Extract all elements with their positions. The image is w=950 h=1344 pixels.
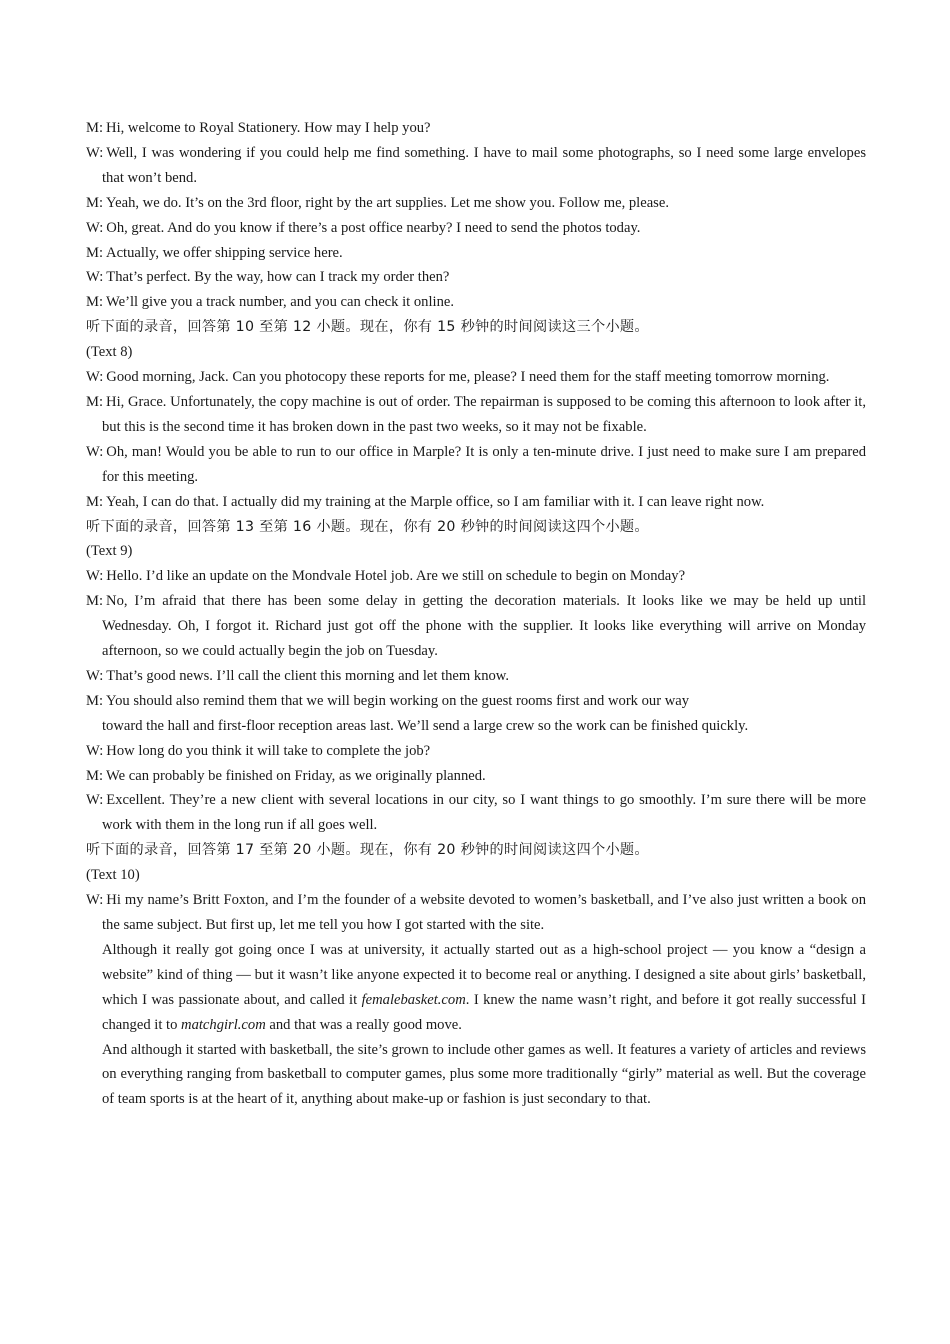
dialogue-line <box>86 664 866 689</box>
dialogue-line <box>86 390 866 440</box>
dialogue-text: Yeah, we do. It’s on the 3rd floor, right by the art supplies. Let me show you. Follow me, please. <box>106 194 669 211</box>
speaker-label: M: <box>86 244 104 261</box>
text-label: (Text 8) <box>86 344 133 361</box>
text-label: (Text 9) <box>86 543 133 560</box>
dialogue-text: How long do you think it will take to complete the job? <box>106 742 431 759</box>
dialogue-line <box>86 216 866 241</box>
dialogue-line <box>86 564 866 589</box>
dialogue-text: Excellent. They’re a new client with several locations in our city, so I want things to go smoothly. I’m sure there will be more work with them in the long run if all goes well. <box>102 792 866 834</box>
speaker-label: M: <box>86 692 104 709</box>
transcript-page <box>86 116 866 1112</box>
dialogue-continuation: toward the hall and first-floor reception areas last. We’ll send a large crew so the work can be finished quickly. <box>102 717 749 734</box>
dialogue-text: Actually, we offer shipping service here. <box>106 244 343 261</box>
dialogue-text: That’s good news. I’ll call the client this morning and let them know. <box>106 667 510 684</box>
listening-instruction: 听下面的录音，回答第 10 至第 12 小题。现在，你有 15 秒钟的时间阅读这三个小题。 <box>86 319 649 336</box>
dialogue-line <box>86 689 866 714</box>
dialogue-text: Yeah, I can do that. I actually did my training at the Marple office, so I am familiar with it. I can leave right now. <box>106 493 765 510</box>
speaker-label: M: <box>86 120 104 136</box>
dialogue-line <box>86 365 866 390</box>
dialogue-line <box>86 888 866 938</box>
dialogue-text: We can probably be finished on Friday, as we originally planned. <box>106 767 486 784</box>
speaker-label: W: <box>86 369 104 386</box>
listening-instruction: 听下面的录音，回答第 13 至第 16 小题。现在，你有 20 秒钟的时间阅读这四个小题。 <box>86 518 649 535</box>
dialogue-text: We’ll give you a track number, and you can check it online. <box>106 294 454 311</box>
dialogue-line <box>86 191 866 216</box>
website-name: matchgirl.com <box>181 1016 266 1033</box>
speaker-label: W: <box>86 144 104 161</box>
dialogue-line <box>86 490 866 515</box>
dialogue-line <box>86 290 866 315</box>
speaker-label: M: <box>86 194 104 211</box>
dialogue-text: Good morning, Jack. Can you photocopy these reports for me, please? I need them for the staff meeting tomorrow morning. <box>106 369 830 386</box>
speaker-label: W: <box>86 568 104 585</box>
listening-instruction: 听下面的录音，回答第 17 至第 20 小题。现在，你有 20 秒钟的时间阅读这四个小题。 <box>86 842 649 859</box>
dialogue-line <box>86 589 866 664</box>
speaker-label: W: <box>86 443 104 460</box>
speaker-label: W: <box>86 269 104 286</box>
dialogue-text: Oh, man! Would you be able to run to our office in Marple? It is only a ten-minute drive. I just need to make sure I am prepared for this meeting. <box>102 443 866 485</box>
dialogue-text: Oh, great. And do you know if there’s a post office nearby? I need to send the photos today. <box>106 219 641 236</box>
dialogue-line <box>86 440 866 490</box>
dialogue-line <box>86 739 866 764</box>
paragraph-text: Although it really got going once I was at university, it actually started out as a high-school project — you know a “design a website” kind of thing — but it wasn’t like anyone expected it to become real or anything. I designed a site about girls’ basketball, which I was passionate about, and called it <box>102 941 866 1008</box>
speaker-label: W: <box>86 742 104 759</box>
monologue-paragraph: And although it started with basketball, the site’s grown to include other games as well. It features a variety of articles and reviews on everything ranging from basketball to computer games, plus some more traditionally “girly” material as well. But the coverage of team sports is at the heart of it, anything about make-up or fashion is just secondary to that. <box>102 1041 866 1108</box>
dialogue-line <box>86 764 866 789</box>
speaker-label: W: <box>86 667 104 684</box>
monologue-paragraph <box>86 938 866 1038</box>
dialogue-text: You should also remind them that we will begin working on the guest rooms first and work our way <box>106 692 690 709</box>
speaker-label: M: <box>86 294 104 311</box>
dialogue-text: Hi, welcome to Royal Stationery. How may I help you? <box>106 120 431 136</box>
dialogue-line <box>86 116 866 141</box>
website-name: femalebasket.com <box>361 991 466 1008</box>
dialogue-text: Hi my name’s Britt Foxton, and I’m the founder of a website devoted to women’s basketball, and I’ve also just written a book on the same subject. But first up, let me tell you how I got started with the site. <box>102 892 866 933</box>
text-label: (Text 10) <box>86 867 140 884</box>
paragraph-text: . I knew the name wasn’t right, and before it got really successful I changed it to <box>102 991 866 1033</box>
dialogue-text: No, I’m afraid that there has been some delay in getting the decoration materials. It looks like we may be held up until Wednesday. Oh, I forgot it. Richard just got off the phone with the supplier. It looks like everything will arrive on Monday afternoon, so we could actually begin the job on Tuesday. <box>102 593 866 660</box>
dialogue-text: Hi, Grace. Unfortunately, the copy machine is out of order. The repairman is supposed to be coming this afternoon to look after it, but this is the second time it has broken down in the past two weeks, so it may not be fixable. <box>102 393 866 435</box>
speaker-label: M: <box>86 767 104 784</box>
speaker-label: W: <box>86 792 104 809</box>
dialogue-line <box>86 241 866 266</box>
dialogue-line <box>86 141 866 191</box>
speaker-label: M: <box>86 593 104 610</box>
dialogue-text: That’s perfect. By the way, how can I track my order then? <box>106 269 450 286</box>
dialogue-line <box>86 265 866 290</box>
speaker-label: W: <box>86 219 104 236</box>
speaker-label: W: <box>86 892 104 909</box>
speaker-label: M: <box>86 393 104 410</box>
dialogue-text: Well, I was wondering if you could help me find something. I have to mail some photographs, so I need some large envelopes that won’t bend. <box>102 144 866 186</box>
dialogue-text: Hello. I’d like an update on the Mondvale Hotel job. Are we still on schedule to begin on Monday? <box>106 568 686 585</box>
speaker-label: M: <box>86 493 104 510</box>
dialogue-line <box>86 788 866 838</box>
paragraph-text: and that was a really good move. <box>265 1016 462 1033</box>
